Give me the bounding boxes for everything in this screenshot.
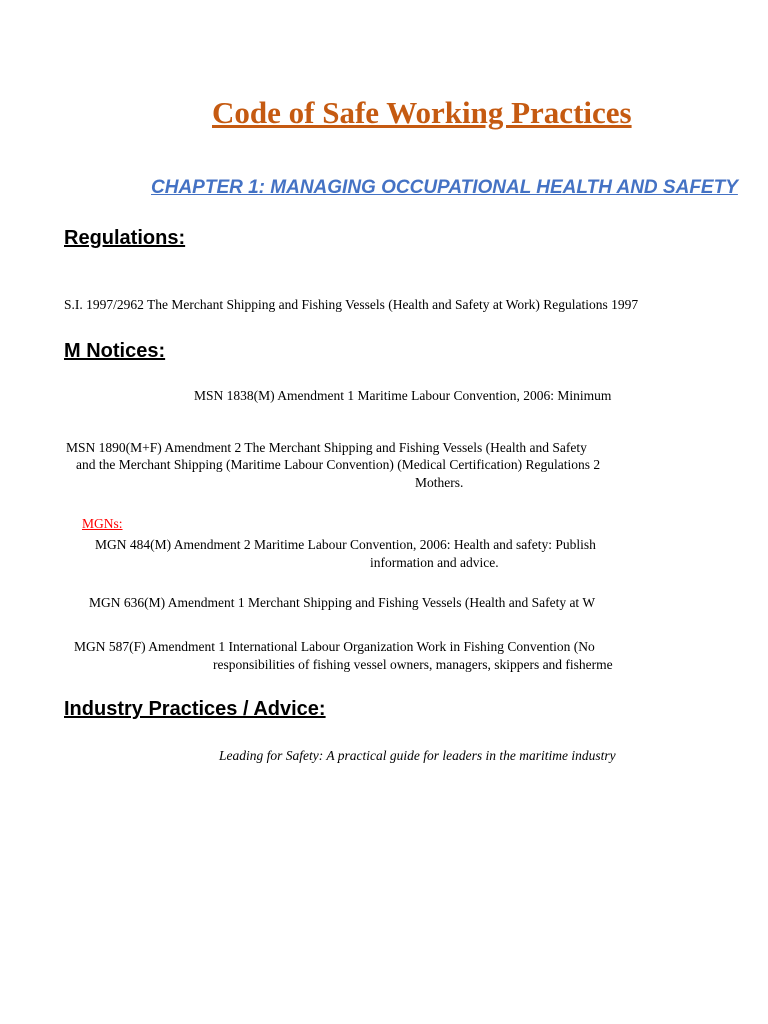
regulation-item: S.I. 1997/2962 The Merchant Shipping and Fishing Vessels (Health and Safety at Work) Regulations 1997: [64, 297, 639, 312]
regulations-heading: Regulations:: [64, 227, 186, 249]
mgns-heading: MGNs:: [82, 516, 123, 531]
msn-1890-line-3: Mothers.: [415, 475, 464, 490]
document-title: Code of Safe Working Practices: [212, 95, 632, 130]
mgn-587-line-1: MGN 587(F) Amendment 1 International Labour Organization Work in Fishing Convention (No: [74, 639, 595, 654]
mgn-484-line-2: information and advice.: [370, 555, 499, 570]
industry-item: Leading for Safety: A practical guide for leaders in the maritime industry: [219, 748, 616, 763]
mgn-484-line-1: MGN 484(M) Amendment 2 Maritime Labour Convention, 2006: Health and safety: Publish: [95, 537, 596, 552]
mgn-636-item: MGN 636(M) Amendment 1 Merchant Shipping and Fishing Vessels (Health and Safety at W: [89, 595, 596, 610]
msn-1890-line-1: MSN 1890(M+F) Amendment 2 The Merchant Shipping and Fishing Vessels (Health and Safety: [66, 440, 587, 455]
industry-practices-heading: Industry Practices / Advice:: [64, 698, 326, 720]
chapter-heading: CHAPTER 1: MANAGING OCCUPATIONAL HEALTH AND SAFETY: [151, 177, 738, 198]
m-notices-heading: M Notices:: [64, 340, 166, 362]
msn-1838-item: MSN 1838(M) Amendment 1 Maritime Labour Convention, 2006: Minimum: [194, 388, 612, 403]
msn-1890-line-2: and the Merchant Shipping (Maritime Labour Convention) (Medical Certification) Regulations 2: [76, 457, 601, 472]
mgn-587-line-2: responsibilities of fishing vessel owners, managers, skippers and fisherme: [213, 657, 613, 672]
